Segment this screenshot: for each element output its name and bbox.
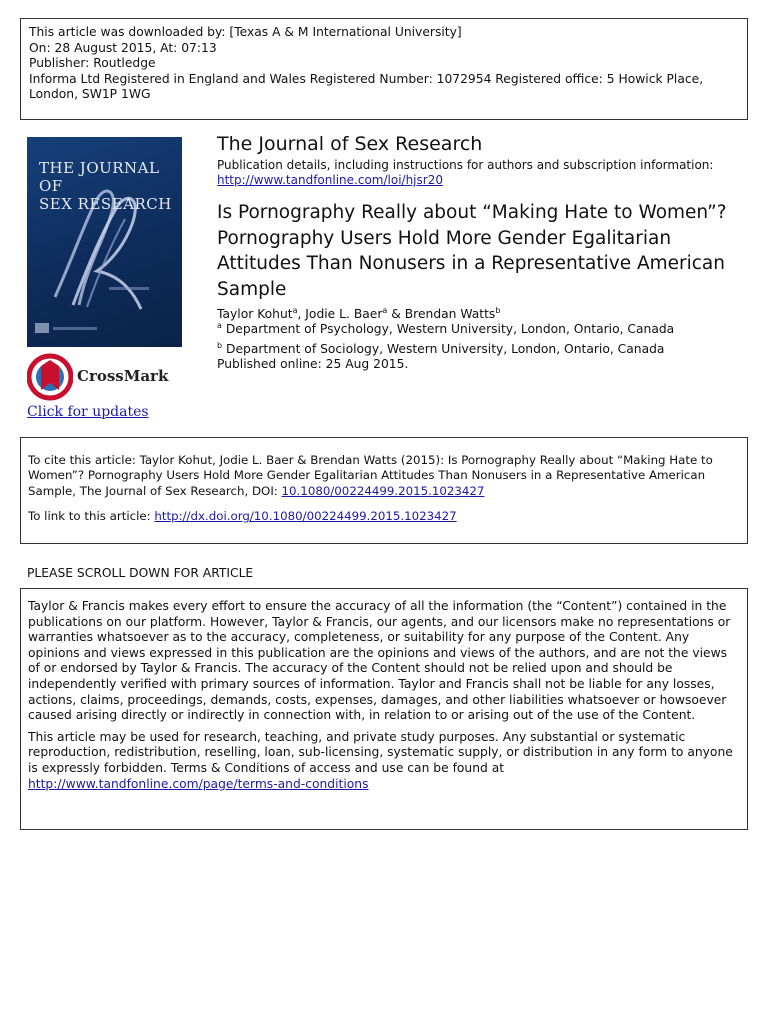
published-date: Published online: 25 Aug 2015.: [217, 357, 409, 371]
author-sup: a: [382, 306, 388, 315]
crossmark-icon: [27, 352, 73, 402]
author-name: , Jodie L. Baer: [297, 307, 383, 322]
doi-link[interactable]: 10.1080/00224499.2015.1023427: [281, 483, 485, 498]
affiliation-b: $^b$ Department of Sociology, Western University, London, Ontario, Canada: [217, 341, 665, 357]
citation-box: [20, 437, 748, 544]
download-line: This article was downloaded by: [Texas A & M International University]: [29, 25, 462, 39]
author-list: [217, 303, 500, 322]
click-for-updates-link[interactable]: Click for updates: [27, 404, 149, 420]
article-link-line: To link to this article: http://dx.doi.org/10.1080/00224499.2015.1023427: [28, 509, 457, 524]
scroll-down-notice: PLEASE SCROLL DOWN FOR ARTICLE: [27, 566, 254, 580]
disclaimer-box: [20, 588, 748, 830]
affiliation-a: $^a$ Department of Psychology, Western University, London, Ontario, Canada: [217, 321, 675, 337]
download-date-line: On: 28 August 2015, At: 07:13: [29, 40, 217, 55]
journal-cover-image: [27, 137, 182, 347]
address-line: London, SW1P 1WG: [29, 87, 151, 102]
author-name: Taylor Kohut: [217, 307, 293, 322]
author-sup: a: [292, 306, 298, 315]
citation-text: To cite this article: Taylor Kohut, Jodie L. Baer & Brendan Watts (2015): Is Pornography Really about “Making Hate to Women”? Pornography Users Hold More Gender Egalitarian Attitudes Than Nonusers in a Representative American Sample, The Journal of Sex Research, DOI: 10.1080/00224499.2015.1023427: [28, 453, 713, 498]
terms-paragraph: This article may be used for research, teaching, and private study purposes. Any substantial or systematic reproduction, redistribution, reselling, loan, sub-licensing, systematic supply, or distribution in any form to anyone is expressly forbidden. Terms & Conditions of access and use can be found at http://www.tandfonline.com/page/terms-and-conditions: [28, 729, 733, 791]
article-title: Is Pornography Really about “Making Hate to Women”? Pornography Users Hold More Gender Egalitarian Attitudes Than Nonusers in a Representative American Sample: [217, 202, 727, 300]
crossmark-badge[interactable]: [27, 352, 167, 402]
journal-title: The Journal of Sex Research: [217, 133, 483, 155]
publisher-line: Publisher: Routledge: [29, 56, 156, 71]
author-sup: b: [495, 306, 501, 315]
download-info-box: [20, 18, 748, 120]
disclaimer-paragraph: Taylor & Francis makes every effort to ensure the accuracy of all the information (the “Content”) contained in the publications on our platform. However, Taylor & Francis, our agents, and our licensors make no representations or warranties whatsoever as to the accuracy, completeness, or suitability for any purpose of the Content. Any opinions and views expressed in this publication are the opinions and views of the authors, and are not the views of or endorsed by Taylor & Francis. The accuracy of the Content should not be relied upon and should be independently verified with primary sources of information. Taylor and Francis shall not be liable for any losses, actions, claims, proceedings, demands, costs, expenses, damages, and other liabilities whatsoever or howsoever caused arising directly or indirectly in connection with, in relation to or arising out of the use of the Content.: [28, 599, 731, 723]
terms-link[interactable]: http://www.tandfonline.com/page/terms-and-conditions: [28, 776, 369, 791]
article-url-link[interactable]: http://dx.doi.org/10.1080/00224499.2015.1023427: [154, 509, 457, 524]
journal-url-link[interactable]: http://www.tandfonline.com/loi/hjsr20: [217, 173, 443, 187]
crossmark-label: CrossMark: [77, 367, 169, 385]
author-name: & Brendan Watts: [387, 307, 496, 322]
publication-details: Publication details, including instructions for authors and subscription information:: [217, 158, 714, 172]
registration-line: Informa Ltd Registered in England and Wales Registered Number: 1072954 Registered office: 5 Howick Place,: [29, 71, 704, 86]
cover-title: THE JOURNAL OF SEX RESEARCH: [39, 159, 172, 213]
